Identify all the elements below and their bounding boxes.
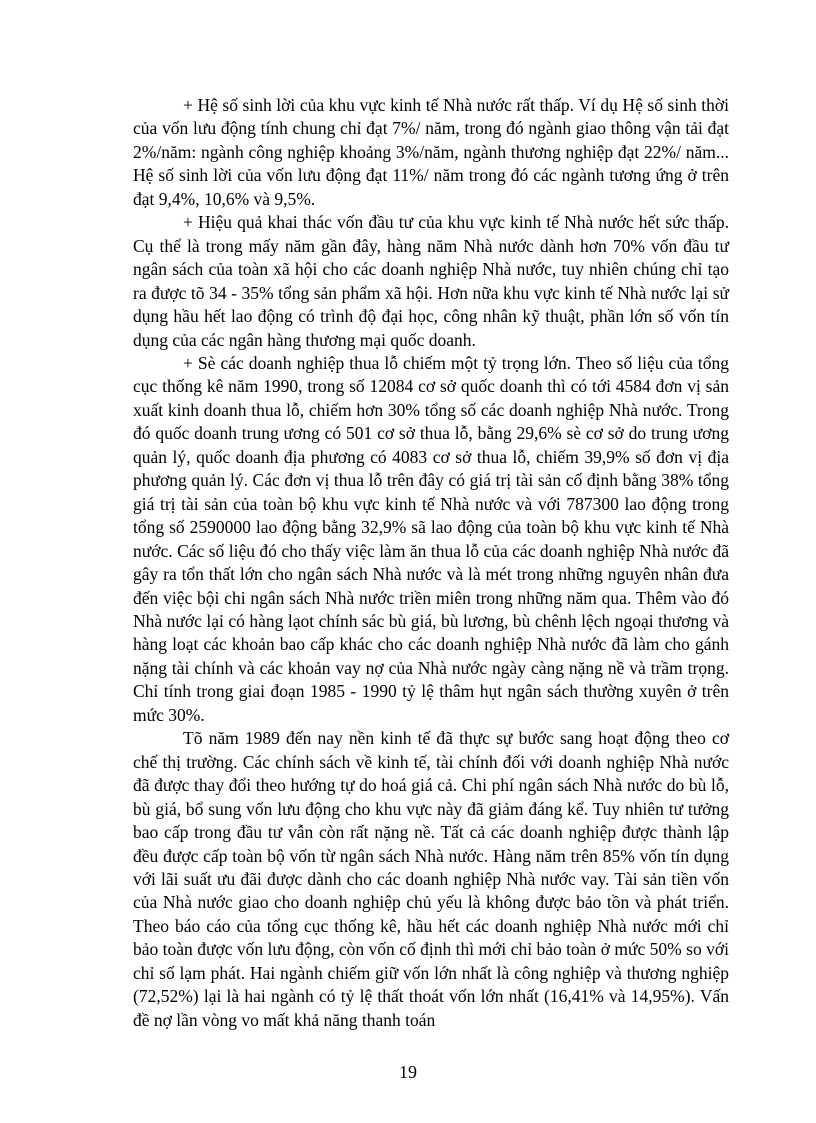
paragraph-investment-efficiency: + Hiệu quả khai thác vốn đầu tư của khu vực kinh tế Nhà nước hết sức thấp. Cụ thể là trong mấy năm gần đây, hàng năm Nhà nước dành hơn 70% vốn đầu tư ngân sách của toàn xã hội cho các doanh nghiệp Nhà nước, tuy nhiên chúng chỉ tạo ra được tõ 34 - 35% tổng sản phẩm xã hội. Hơn nữa khu vực kinh tế Nhà nước lại sử dụng hầu hết lao động có trình độ đại học, công nhân kỹ thuật, phần lớn số vốn tín dụng của các ngân hàng thương mại quốc doanh. (133, 212, 729, 350)
paragraph-market-mechanism: Tõ năm 1989 đến nay nền kinh tế đã thực sự bước sang hoạt động theo cơ chế thị trường. Các chính sách về kinh tế, tài chính đối với doanh nghiệp Nhà nước đã được thay đổi theo hướng tự do hoá giá cả. Chi phí ngân sách Nhà nước do bù lỗ, bù giá, bổ sung vốn lưu động cho khu vực này đã giảm đáng kể. Tuy nhiên tư tưởng bao cấp trong đầu tư vẫn còn rất nặng nề. Tất cả các doanh nghiệp được thành lập đều được cấp toàn bộ vốn từ ngân sách Nhà nước. Hàng năm trên 85% vốn tín dụng với lãi suất ưu đãi được dành cho các doanh nghiệp Nhà nước vay. Tài sản tiền vốn của Nhà nước giao cho doanh nghiệp chủ yếu là không được bảo tồn và phát triển. Theo báo cáo của tổng cục thống kê, hầu hết các doanh nghiệp Nhà nước mới chỉ bảo toàn được vốn lưu động, còn vốn cố định thì mới chỉ bảo toàn ở mức 50% so với chỉ số lạm phát. Hai ngành chiếm giữ vốn lớn nhất là công nghiệp và thương nghiệp (72,52%) lại là hai ngành có tỷ lệ thất thoát vốn lớn nhất (16,41% và 14,95%). Vấn đề nợ lần vòng vo mất khả năng thanh toán (133, 728, 729, 1030)
paragraph-loss-making-enterprises: + Sè các doanh nghiệp thua lỗ chiếm một tỷ trọng lớn. Theo số liệu của tổng cục thống kê năm 1990, trong số 12084 cơ sở quốc doanh thì có tới 4584 đơn vị sản xuất kinh doanh thua lỗ, chiếm hơn 30% tổng số các doanh nghiệp Nhà nước. Trong đó quốc doanh trung ương có 501 cơ sở thua lỗ, bằng 29,6% sè cơ sở do trung ương quản lý, quốc doanh địa phương có 4083 cơ sở thua lỗ, chiếm 39,9% số đơn vị địa phương quản lý. Các đơn vị thua lỗ trên đây có giá trị tài sản cố định bằng 38% tổng giá trị tài sản của toàn bộ khu vực kinh tế Nhà nước và với 787300 lao động trong tổng số 2590000 lao động bằng 32,9% sã lao động của toàn bộ khu vực kinh tế Nhà nước. Các số liệu đó cho thấy việc làm ăn thua lỗ của các doanh nghiệp Nhà nước đã gây ra tổn thất lớn cho ngân sách Nhà nước và là mét trong những nguyên nhân đưa đến việc bội chi ngân sách Nhà nước triền miên trong những năm qua. Thêm vào đó Nhà nước lại có hàng lạot chính sác bù giá, bù lương, bù chênh lệch ngoại thương và hàng loạt các khoản bao cấp khác cho các doanh nghiệp Nhà nước đã làm cho gánh nặng tài chính và các khoản vay nợ của Nhà nước ngày càng nặng nề và trầm trọng. Chỉ tính trong giai đoạn 1985 - 1990 tỷ lệ thâm hụt ngân sách thường xuyên ở trên mức 30%. (133, 352, 729, 725)
paragraph-profit-ratio: + Hệ số sinh lời của khu vực kinh tế Nhà nước rất thấp. Ví dụ Hệ số sinh thời của vốn lưu động tính chung chỉ đạt 7%/ năm, trong đó ngành giao thông vận tải đạt 2%/năm: ngành công nghiệp khoảng 3%/năm, ngành thương nghiệp đạt 22%/ năm... Hệ số sinh lời của vốn lưu động đạt 11%/ năm trong đó các ngành tương ứng ở trên đạt 9,4%, 10,6% và 9,5%. (133, 95, 729, 209)
page-number: 19 (399, 1062, 417, 1082)
body-text (133, 94, 729, 1032)
